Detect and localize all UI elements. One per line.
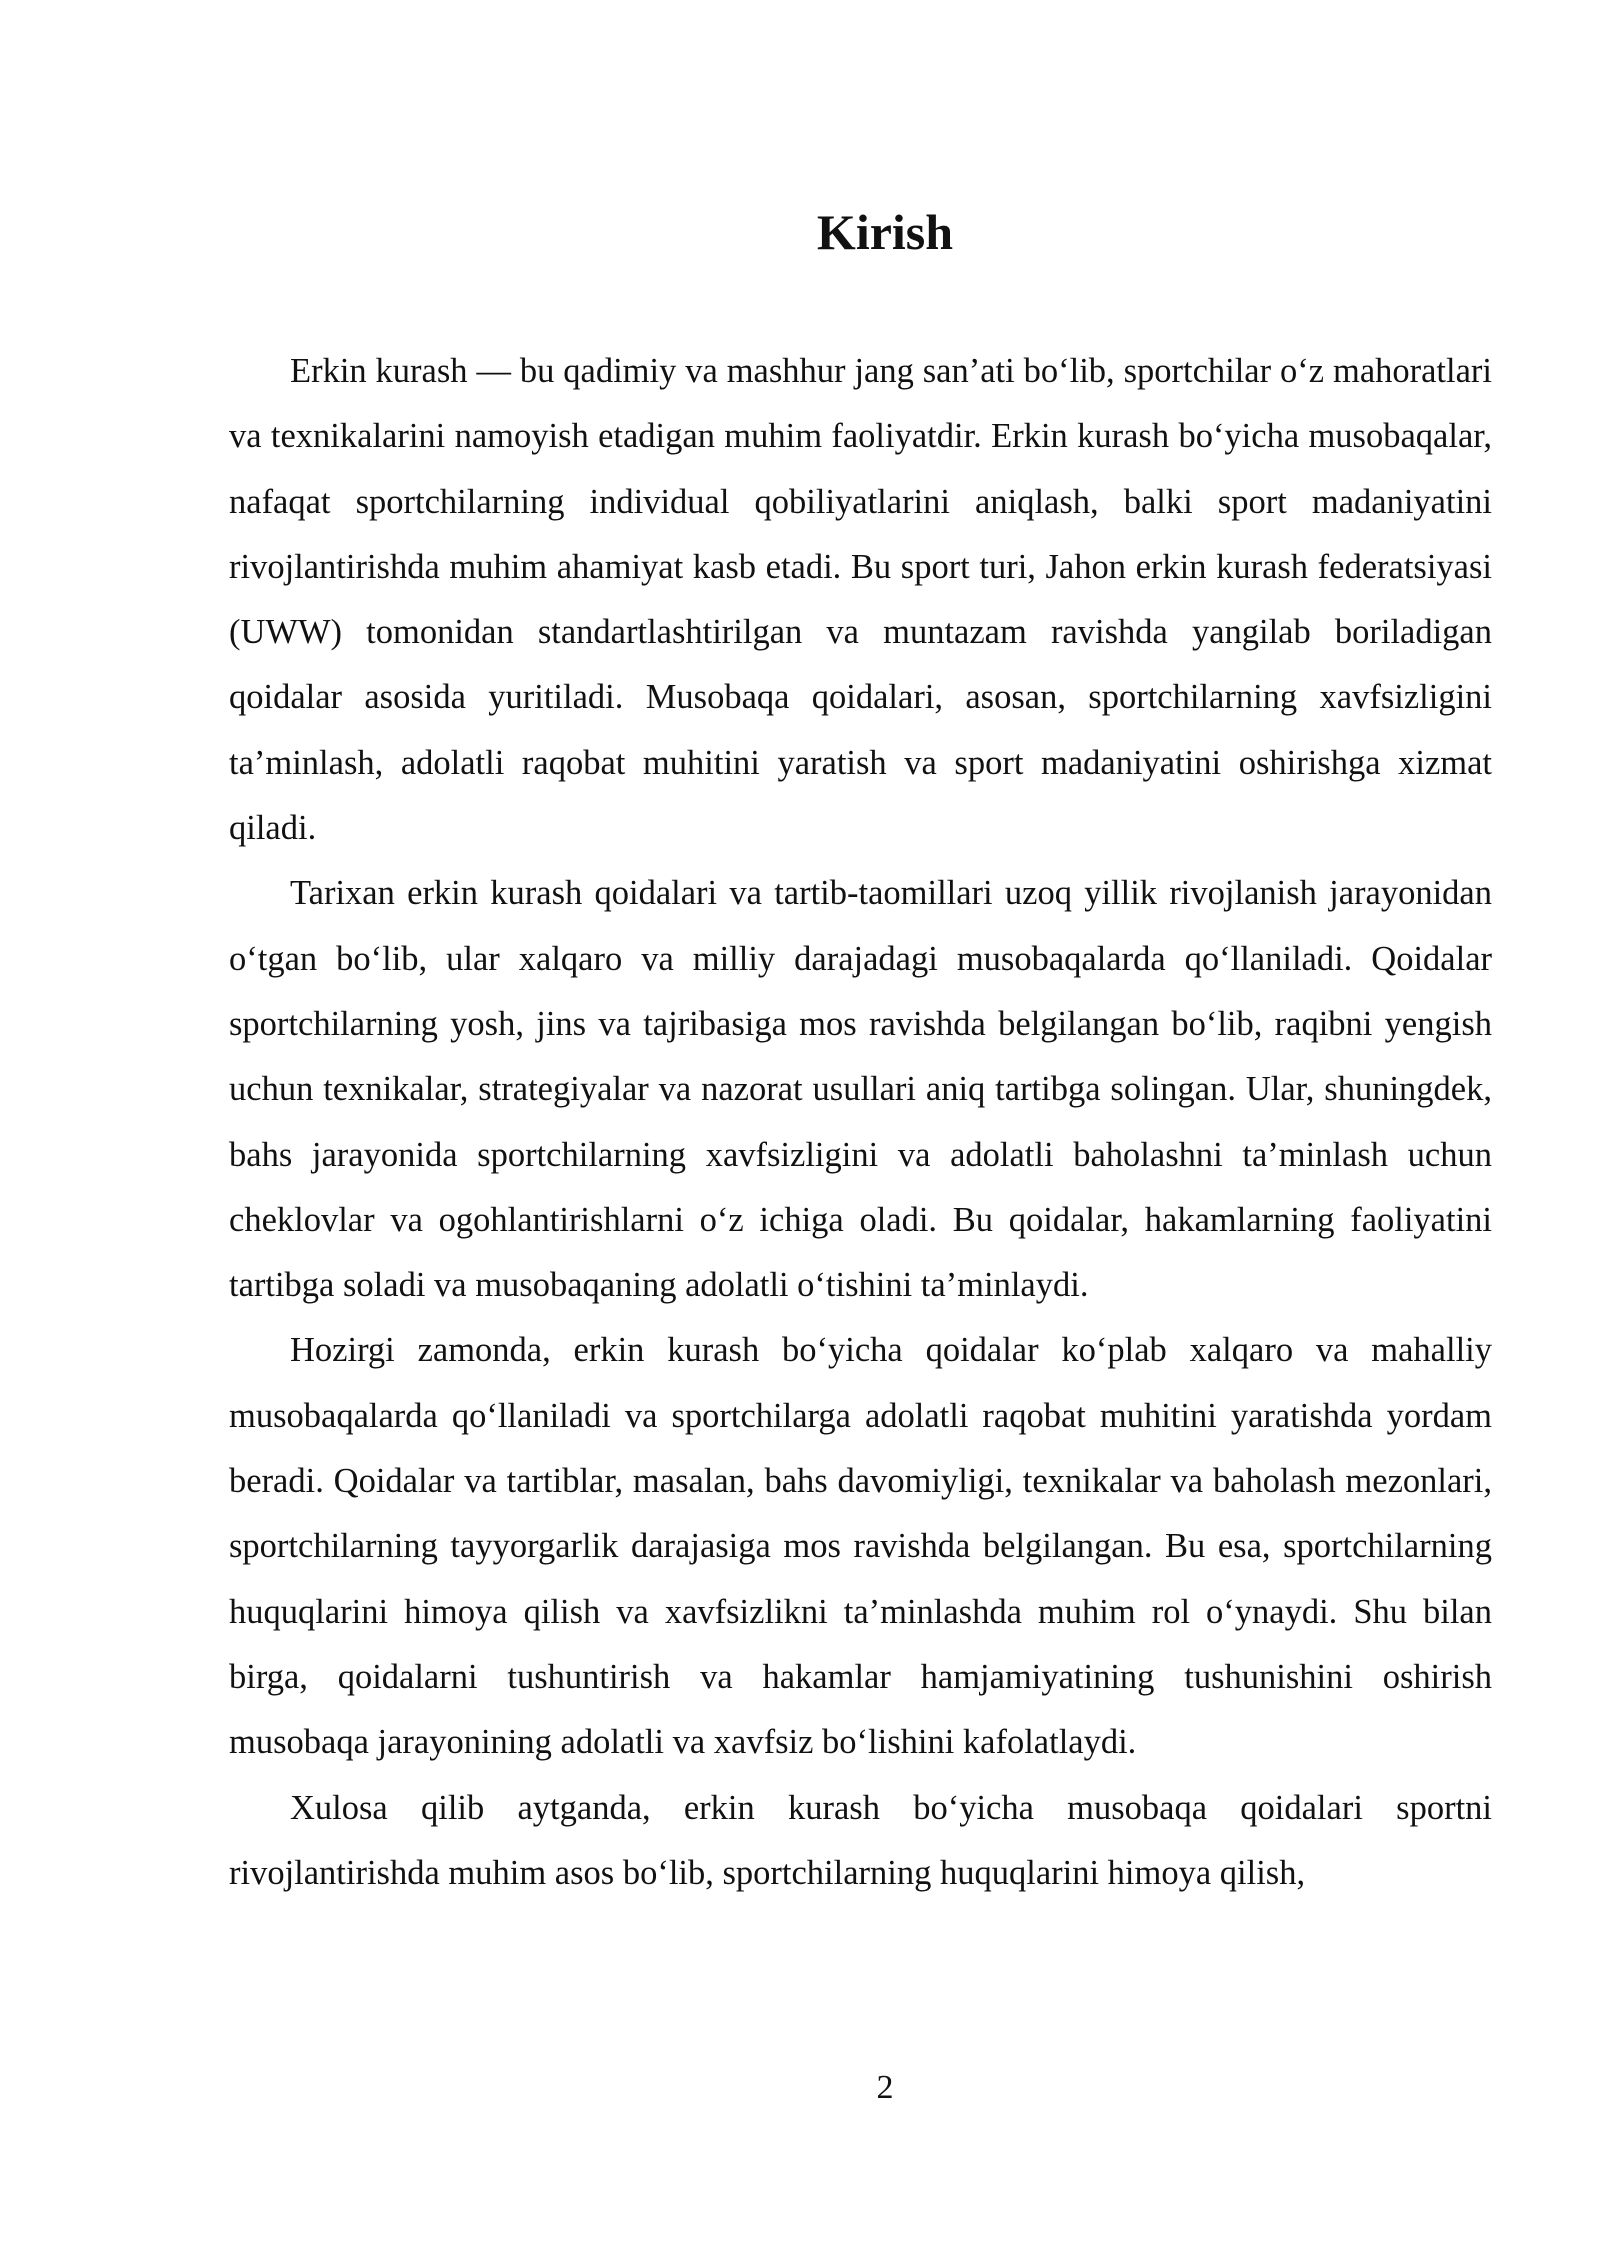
page-title: Kirish [816, 204, 954, 260]
paragraph-2: Tarixan erkin kurash qoidalari va tartib-taomillari uzoq yillik rivojlanish jarayonidan o‘tgan bo‘lib, ular xalqaro va milliy darajadagi musobaqalarda qo‘llaniladi. Qoidalar sportchilarning yosh, jins va tajribasiga mos ravishda belgilangan bo‘lib, raqibni yengish uchun texnikalar, strategiyalar va nazorat usullari aniq tartibga solingan. Ular, shuningdek, bahs jarayonida sportchilarning xavfsizligini va adolatli baholashni ta’minlash uchun cheklovlar va ogohlantirishlarni o‘z ichiga oladi. Bu qoidalar, hakamlarning faoliyatini tartibga soladi va musobaqaning adolatli o‘tishini ta’minlaydi. [229, 874, 1492, 1305]
page-number: 2 [876, 2069, 894, 2106]
paragraph-3: Hozirgi zamonda, erkin kurash bo‘yicha qoidalar ko‘plab xalqaro va mahalliy musobaqalarda qo‘llaniladi va sportchilarga adolatli raqobat muhitini yaratishda yordam beradi. Qoidalar va tartiblar, masalan, bahs davomiyligi, texnikalar va baholash mezonlari, sportchilarning tayyorgarlik darajasiga mos ravishda belgilangan. Bu esa, sportchilarning huquqlarini himoya qilish va xavfsizlikni ta’minlashda muhim rol o‘ynaydi. Shu bilan birga, qoidalarni tushuntirish va hakamlar hamjamiyatining tushunishini oshirish musobaqa jarayonining adolatli va xavfsiz bo‘lishini kafolatlaydi. [229, 1331, 1492, 1762]
paragraph-4: Xulosa qilib aytganda, erkin kurash bo‘yicha musobaqa qoidalari sportni rivojlantirishda muhim asos bo‘lib, sportchilarning huquqlarini himoya qilish, [229, 1788, 1492, 1892]
body-text [229, 339, 1492, 1906]
paragraph-1: Erkin kurash — bu qadimiy va mashhur jang san’ati bo‘lib, sportchilar o‘z mahoratlari va texnikalarini namoyish etadigan muhim faoliyatdir. Erkin kurash bo‘yicha musobaqalar, nafaqat sportchilarning individual qobiliyatlarini aniqlash, balki sport madaniyatini rivojlantirishda muhim ahamiyat kasb etadi. Bu sport turi, Jahon erkin kurash federatsiyasi (UWW) tomonidan standartlashtirilgan va muntazam ravishda yangilab boriladigan qoidalar asosida yuritiladi. Musobaqa qoidalari, asosan, sportchilarning xavfsizligini ta’minlash, adolatli raqobat muhitini yaratish va sport madaniyatini oshirishga xizmat qiladi. [229, 352, 1492, 848]
